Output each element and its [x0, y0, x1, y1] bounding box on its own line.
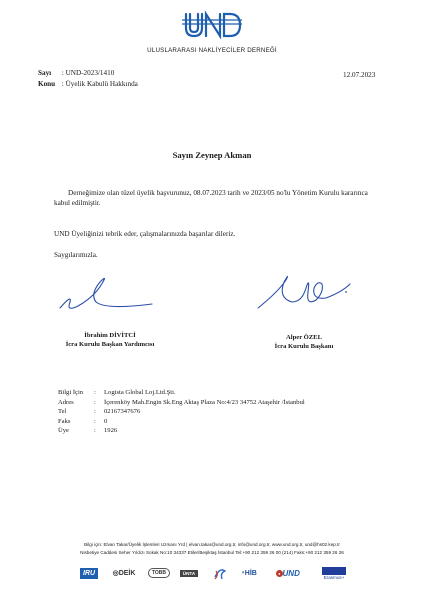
info-row: Üye : 1926 [58, 427, 118, 435]
und-small-logo: ● UND [278, 568, 300, 578]
und-logo-graphic [180, 10, 244, 40]
info-row: Faks : 0 [58, 417, 108, 425]
und-logo [180, 10, 244, 40]
right-signature-scribble [252, 262, 362, 322]
left-signatory-name: İbrahim DİVİTCİ [84, 332, 136, 339]
sayi-label: Sayı [38, 69, 52, 77]
sg-logo-mark [212, 565, 228, 581]
footer-contact-line: Bilgi için: Elvan Takar/Üyelik İşlemleri Uzmanı Yrd | elvan.takar@und.org.tr, info@und.org.tr, www.und.org.tr, und@hs02.kep.tr [84, 542, 340, 547]
konu-row [38, 79, 138, 90]
left-signature [52, 272, 162, 322]
recipient-info [58, 388, 305, 436]
right-signatory-title: İcra Kurulu Başkanı [274, 343, 334, 350]
paragraph-congrats: UND Üyeliğinizi tebrik eder, çalışmalarınızda başarılar dileriz. [54, 230, 236, 238]
konu-value: : Üyelik Kabulü Hakkında [61, 80, 138, 88]
tobb-logo: TOBB [146, 563, 172, 583]
left-signature-scribble [52, 272, 162, 322]
konu-label: Konu [38, 80, 56, 88]
sayi-row [38, 68, 138, 79]
deik-logo: ◎ DEİK [112, 569, 136, 577]
erasmus-logo: Erasmus+ [314, 563, 354, 583]
unta-logo: ÜNTA [176, 563, 202, 583]
info-row: Bilgi İçin : Logista Global Loj.Ltd.Şti. [58, 389, 176, 396]
salutation: Sayın Zeynep Akman [172, 150, 252, 160]
right-signatory [234, 333, 374, 351]
paragraph-acceptance: Derneğimize olan tüzel üyelik başvurunuz, 08.07.2023 tarih ve 2023/05 no'lu Yönetim Kurulu kararınca kabul edilmiştir. [54, 189, 368, 207]
left-signatory [40, 331, 180, 349]
sayi-value: : UND-2023/1410 [61, 69, 115, 77]
left-signatory-title: İcra Kurulu Başkan Yardımcısı [65, 341, 155, 348]
footer-address-line: Nisbetiye Caddesi Seher Yıldızı Sokak No:10 34337 Etiler/Beşiktaş İstanbul Tel:+90 212 359 26 00 (214) Faks:+90 212 359 26 26 [80, 550, 344, 555]
organization-name: ULUSLARARASI NAKLİYECİLER DERNEĞİ [147, 47, 277, 54]
iru-logo: IRU [74, 563, 104, 583]
right-signature [252, 262, 362, 322]
closing: Saygılarımızla. [54, 251, 98, 259]
sg-logo [210, 563, 230, 583]
hib-logo: ◖ HİB [241, 569, 257, 577]
info-row: Adres : İçerenköy Mah.Engin Sk.Eng Aktaş Plaza No:4/23 34752 Ataşehir /İstanbul [58, 398, 305, 406]
info-row: Tel : 02167347676 [58, 408, 141, 416]
right-signatory-name: Alper ÖZEL [286, 334, 322, 341]
reference-block [38, 68, 138, 90]
letter-date: 12.07.2023 [343, 71, 376, 79]
